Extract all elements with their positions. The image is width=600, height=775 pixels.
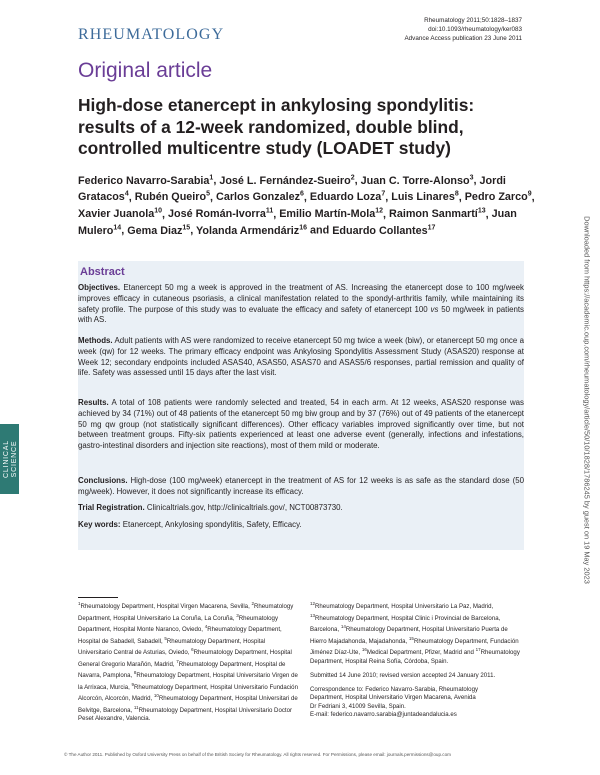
affiliation-number: 12 (310, 601, 316, 606)
affiliation-number: 6 (191, 647, 194, 653)
download-note: Downloaded from https://academic.oup.com/rheumatology/article/50/10/1828/1786245 by guest on 19 May 2023 (582, 216, 592, 584)
conclusions-text: High-dose (100 mg/week) etanercept in the treatment of AS for 12 weeks is as safe as the standard dose (50 mg/week). However, it does not significantly increase its efficacy. (78, 476, 524, 496)
affiliation-number: 15 (408, 635, 414, 641)
abstract-heading: Abstract (80, 266, 125, 278)
abstract-objectives (78, 283, 524, 326)
affiliation-number: 1 (78, 601, 81, 606)
article-meta (404, 16, 522, 43)
footnote-rule (78, 597, 118, 598)
affiliation-number: 13 (310, 612, 316, 618)
affiliation-text: Rheumatology Department, Hospital Universitario Fundación Alcorcón, Alcorcón, Madrid, (78, 683, 298, 703)
author-affiliation-number: 8 (454, 190, 459, 198)
author-name: Carlos Gonzalez$^6$ (216, 190, 304, 204)
correspondence-line: E-mail: federico.navarro.sarabia@juntadeandalucia.es (310, 711, 457, 719)
results-label: Results. (78, 398, 109, 407)
affiliations-right-list (310, 600, 525, 666)
author-affiliation-number: 11 (265, 207, 274, 215)
author-affiliation-number: 6 (300, 190, 304, 198)
methods-text: Adult patients with AS were randomized to receive etanercept 50 mg twice a week (biw), or etanercept 50 mg once a week (qw) for 12 weeks. The primary efficacy endpoint was Ankylosing Spondylitis Assessment Study (ASAS20) response at Week 12; secondary endpoints included ASAS40, ASAS50, ASAS70 and ASAS5/6 responses, partial remission and quality of life. Safety was assessed until 15 days after the last visit. (78, 336, 524, 378)
trial-label: Trial Registration. (78, 503, 145, 512)
affiliation-number: 8 (133, 670, 137, 676)
affiliations-right (310, 600, 525, 720)
conclusions-label: Conclusions. (78, 476, 128, 485)
affiliation-text: Rheumatology Department, Hospital Universitario La Paz, Madrid, (315, 603, 494, 611)
side-tab-line2: SCIENCE (11, 440, 18, 478)
correspondence-line: Dr Fedriani 3, 41009 Sevilla, Spain. (310, 702, 406, 710)
abstract-conclusions (78, 476, 524, 498)
author-name: Luis Linares$^8$ (391, 190, 459, 204)
author-name: Rubén Queiro$^5$ (134, 190, 211, 204)
affiliation-text: Rheumatology Department, Hospital Universitario La Coruña, La Coruña, (78, 603, 294, 622)
side-tab-line1: CLINICAL (3, 440, 10, 478)
author-affiliation-number: 1 (209, 174, 214, 181)
submission-dates: Submitted 14 June 2010; revised version accepted 24 January 2011. (310, 672, 496, 680)
author-name: Gema Diaz$^{15}$ (127, 224, 191, 237)
article-title: High-dose etanercept in ankylosing spondylitis: results of a 12-week randomized, double blind, controlled multicentre study (LOADET study) (78, 95, 475, 158)
affiliation-text: Rheumatology Department, Hospital de Navarra, Pamplona, (78, 660, 286, 680)
author-affiliation-number: 17 (427, 224, 436, 232)
author-affiliation-number: 9 (527, 190, 532, 198)
author-affiliation-number: 12 (375, 207, 384, 215)
section-label: Original article (78, 59, 213, 82)
correspondence-line: Correspondence to: Federico Navarro-Sarabia, Rheumatology (310, 685, 479, 693)
objectives-text-end: 50 mg/week in patients with AS. (78, 304, 524, 325)
doi[interactable]: doi:10.1093/rheumatology/ker083 (428, 26, 522, 33)
affiliation-number: 2 (251, 601, 254, 606)
copyright-footer: © The Author 2011. Published by Oxford University Press on behalf of the British Society for Rheumatology. All rights reserved. For Permissions, please email: journals.permissions@oup.com (64, 752, 451, 757)
affiliation-text: Rheumatology Department, Hospital Universitari de Belvitge, Barcelona, (78, 695, 298, 714)
abstract-keywords (78, 520, 524, 531)
affiliation-text: Rheumatology Department, Hospital Clinic i Provincial de Barcelona, Barcelona, (310, 614, 501, 634)
author-affiliation-number: 5 (206, 190, 211, 198)
advance-access: Advance Access publication 23 June 2011 (404, 35, 522, 42)
author-affiliation-number: 14 (113, 224, 122, 232)
abstract-results (78, 398, 524, 452)
affiliation-text: Rheumatology Department, Hospital Virgen Macarena, Sevilla, (80, 603, 252, 611)
author-name: José L. Fernández-Sueiro$^2$ (219, 174, 355, 187)
affiliation-text: Rheumatology Department, Hospital Universitario Puerta de Hierro Majadahonda, Majadahonda, (310, 626, 508, 645)
author-affiliation-number: 7 (381, 190, 386, 198)
author-affiliation-number: 13 (477, 207, 486, 215)
affiliation-number: 10 (153, 693, 159, 699)
affiliation-text: Rheumatology Department, Hospital Universitario Central de Asturias, Oviedo, (78, 637, 266, 657)
keywords-label: Key words: (78, 520, 121, 529)
affiliation-number: 3 (236, 612, 239, 618)
affiliation-number: 17 (475, 647, 481, 653)
objectives-text: Etanercept 50 mg a week is approved in the treatment of AS. Increasing the etanercept dose to 100 mg/week improves efficacy in cutaneous psoriasis, a clinical manifestation related to the spondyl-arthritis family, while maintaining its safety profile. The purpose of this study was to evaluate the efficacy and safety of etanercept 100 (78, 283, 524, 314)
clinical-science-tab (0, 424, 19, 494)
affiliation-number: 4 (204, 624, 208, 630)
affiliation-text: Rheumatology Department, Hospital General Gregorio Marañón, Madrid, (78, 649, 292, 668)
author-list: Federico Navarro-Sarabia$^1$, José L. Fernández-Sueiro$^2$, Juan C. Torre-Alonso$^3$, Jordi Gratacos$^4$, Rubén Queiro$^5$, Carlos Gonzalez$^6$, Eduardo Loza$^7$, Luis Linares$^8$, Pedro Zarco$^9$, Xavier Juanola$^{10}$, José Román-Ivorra$^{11}$, Emilio Martín-Mola$^{12}$, Raimon Sanmartí$^{13}$, Juan Mulero$^{14}$, Gema Diaz$^{15}$, Yolanda Armendáriz$^{16}$ and Eduardo Collantes$^{17}$ (78, 174, 535, 237)
author-affiliation-number: 16 (299, 224, 308, 232)
affiliation-number: 11 (133, 704, 139, 710)
author-name: Xavier Juanola$^{10}$ (78, 207, 163, 221)
author-name: Pedro Zarco$^9$ (464, 190, 532, 204)
abstract-trial-registration (78, 503, 524, 514)
affiliations-left (78, 600, 298, 724)
affiliation-text: Rheumatology Department, Fundación Jiménez Díaz-Ute, (310, 637, 519, 657)
methods-label: Methods. (78, 336, 113, 345)
author-name: José Román-Ivorra$^{11}$ (168, 207, 274, 221)
trial-text[interactable]: Clinicaltrials.gov, http://clinicaltrials.gov/, NCT00873730. (144, 503, 343, 512)
author-affiliation-number: 2 (350, 174, 355, 181)
affiliation-text: Rheumatology Department, Hospital Monte Naranco, Oviedo, (78, 614, 278, 634)
affiliation-number: 7 (176, 658, 179, 664)
author-affiliation-number: 4 (124, 190, 129, 198)
objectives-label: Objectives. (78, 283, 121, 292)
author-name: Raimon Sanmartí$^{13}$ (389, 207, 486, 221)
correspondence-line: Department, Hospital Universitario Virgen Macarena, Avenida (310, 694, 476, 702)
affiliation-number: 16 (361, 647, 367, 653)
results-text: A total of 108 patients were randomly selected and treated, 54 in each arm. At 12 weeks, ASAS20 response was achieved by 34 (71%) out of 48 patients of the etanercept 50 mg biw group and by 37 (76%) out of 49 patients of the etanercept 50 mg qw group (not statistically significant differences). Other efficacy variables improved significantly over time, but not between treatment groups. Fifty-six patients experienced at least one adverse event (generally, infections and infestations, gastro-intestinal disorders and injection site reactions), most of them mild or moderate. (78, 398, 524, 451)
keywords-text: Etanercept, Ankylosing spondylitis, Safety, Efficacy. (120, 520, 302, 529)
journal-name: RHEUMATOLOGY (78, 26, 225, 43)
author-name: Eduardo Collantes$^{17}$ (332, 224, 436, 237)
affiliation-text: Rheumatology Department, Hospital Universitario Doctor Peset Alexandre, Valencia. (78, 706, 293, 723)
affiliation-text: Rheumatology Department, Hospital Reina Sofía, Córdoba, Spain. (310, 649, 520, 665)
citation: Rheumatology 2011;50:1828–1837 (424, 17, 522, 24)
author-name: Jordi Gratacos$^4$ (78, 174, 506, 204)
author-name: Eduardo Loza$^7$ (309, 190, 386, 204)
author-name: Federico Navarro-Sarabia$^1$ (78, 174, 214, 187)
correspondence (310, 686, 525, 720)
author-name: Juan C. Torre-Alonso$^3$ (360, 174, 474, 187)
affiliation-number: 5 (164, 635, 167, 641)
affiliation-number: 14 (340, 624, 346, 630)
affiliation-text: Rheumatology Department, Hospital de Sabadell, Sabadell, (78, 626, 282, 645)
affiliation-number: 9 (131, 681, 135, 687)
objectives-vs: vs (430, 304, 439, 314)
affiliation-text: Rheumatology Department, Hospital Universitario Virgen de la Arrixaca, Murcia, (78, 672, 298, 691)
abstract-methods (78, 336, 524, 379)
clinical-science-label (3, 424, 19, 494)
affiliation-text: Medical Department, Pfizer, Madrid and (366, 649, 476, 657)
author-affiliation-number: 15 (182, 224, 191, 232)
author-name: Emilio Martín-Mola$^{12}$ (279, 207, 384, 221)
author-affiliation-number: 3 (469, 174, 474, 181)
author-name: Yolanda Armendáriz$^{16}$ (196, 224, 308, 237)
author-affiliation-number: 10 (154, 207, 163, 215)
author-name: Juan Mulero$^{14}$ (78, 208, 517, 237)
